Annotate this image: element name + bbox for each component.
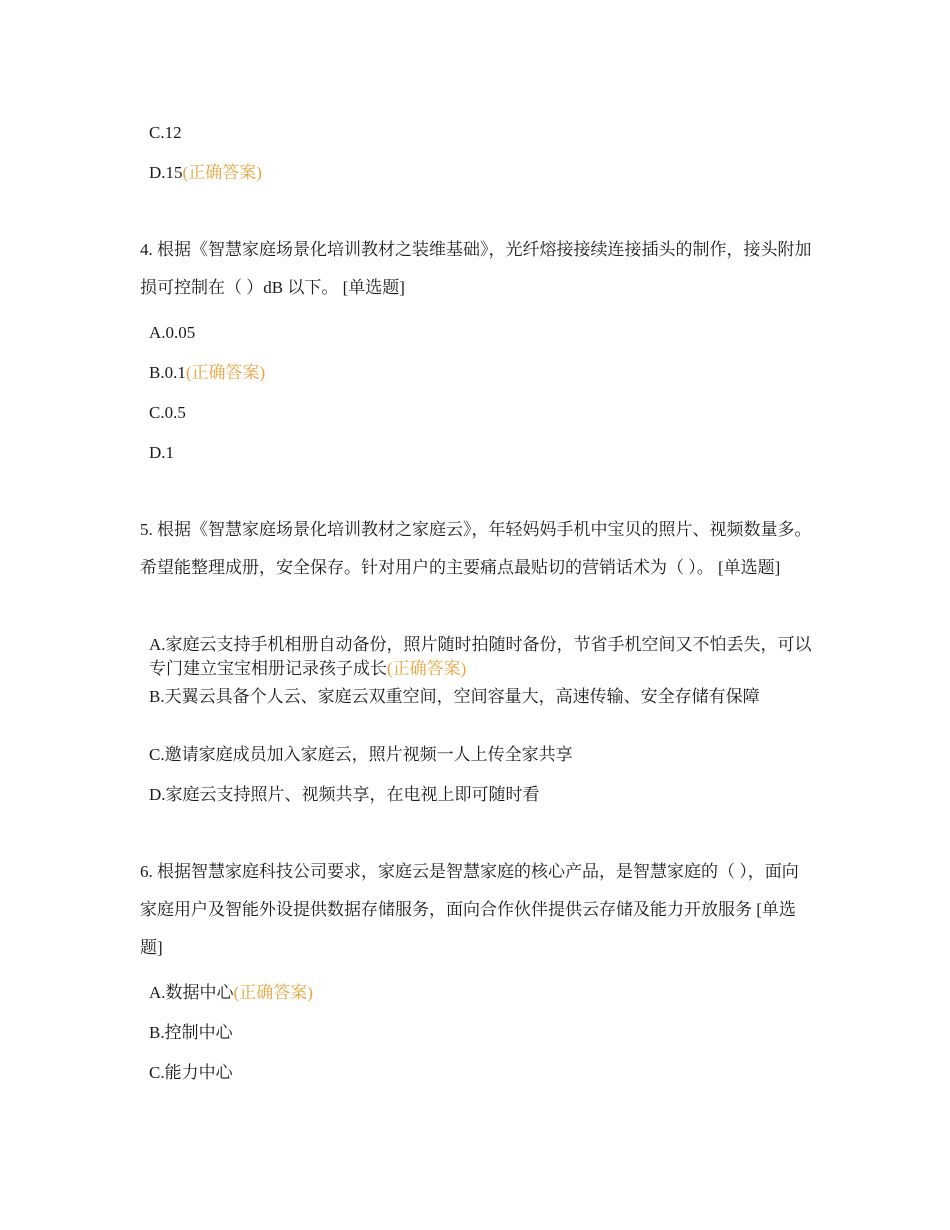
q5-option-a [149, 633, 814, 681]
q4-option-b [149, 361, 814, 385]
q4-option-a [149, 321, 814, 345]
q5-stem: 5. 根据《智慧家庭场景化培训教材之家庭云》，年轻妈妈手机中宝贝的照片、视频数量多。希望能整理成册，安全保存。针对用户的主要痛点最贴切的营销话术为（ ）。 [单选题] [140, 520, 812, 577]
option-text: D.1 [149, 443, 175, 462]
q6-option-b [149, 1021, 814, 1045]
option-text: B.控制中心 [149, 1023, 233, 1042]
q6-stem: 6. 根据智慧家庭科技公司要求，家庭云是智慧家庭的核心产品，是智慧家庭的（ ），面向家庭用户及智能外设提供数据存储服务，面向合作伙伴提供云存储及能力开放服务 [单选题] [140, 862, 799, 957]
correct-answer-tag: (正确答案) [387, 659, 467, 678]
option-text: A.0.05 [149, 323, 196, 342]
q5-option-b [149, 685, 814, 709]
q5-option-d [149, 783, 814, 807]
correct-answer-tag: (正确答案) [233, 983, 313, 1002]
correct-answer-tag: (正确答案) [185, 363, 266, 382]
correct-answer-tag: (正确答案) [182, 163, 262, 182]
option-text: D.15 [149, 163, 183, 182]
option-text: A.数据中心 [149, 983, 234, 1002]
q3-option-c [149, 121, 814, 145]
option-text: C.0.5 [149, 403, 186, 422]
q6-option-a [149, 981, 814, 1005]
q4-option-c [149, 401, 814, 425]
option-text: B.天翼云具备个人云、家庭云双重空间，空间容量大，高速传输、安全存储有保障 [149, 687, 760, 706]
q4-option-d [149, 441, 814, 465]
option-text: D.家庭云支持照片、视频共享，在电视上即可随时看 [149, 785, 540, 804]
option-text: C.12 [149, 123, 182, 142]
option-text: A.家庭云支持手机相册自动备份，照片随时拍随时备份，节省手机空间又不怕丢失，可以专门建立宝宝相册记录孩子成长 [149, 635, 812, 678]
option-text: C.邀请家庭成员加入家庭云，照片视频一人上传全家共享 [149, 745, 573, 764]
option-text: B.0.1 [149, 363, 186, 382]
q4-stem: 4. 根据《智慧家庭场景化培训教材之装维基础》，光纤熔接接续连接插头的制作，接头附加损可控制在（ ）dB 以下。 [单选题] [140, 240, 812, 297]
q6-option-c [149, 1061, 814, 1085]
q3-option-d [149, 161, 814, 185]
q5-option-c [149, 743, 814, 767]
option-text: C.能力中心 [149, 1063, 233, 1082]
